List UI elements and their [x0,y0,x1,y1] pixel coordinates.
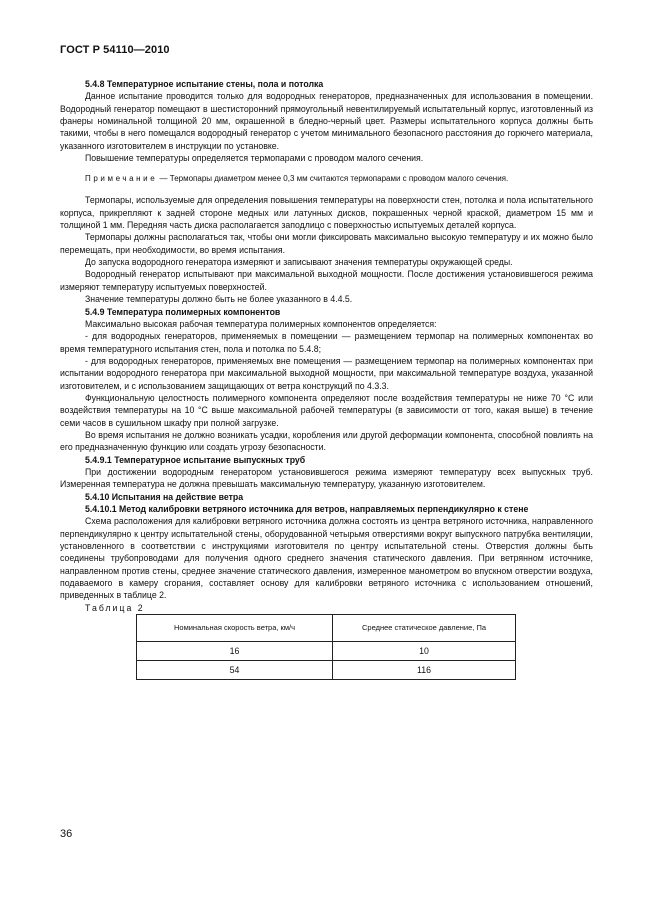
table-2 [136,614,516,680]
document-header: ГОСТ Р 54110—2010 [60,44,170,56]
paragraph: Схема расположения для калибровки ветряного источника должна состоять из центра ветряного источника, направленного перпендикулярно к центру испытательной стены, оборудованной четырьмя отверстиями вокруг выпускного патрубка вентиляции, установленного в соответствии с инструкциями изготовителя по центру испытательной стены. Отверстия должны быть соединены трубопроводами для получения одного среднего значения статического давления. При ветрянном источнике, направленном против стены, среднее значение статического давления, измеренное манометром во впускном отверстии воздуха, подаваемого в камеру сгорания, составляет основу для калибровки ветряного источника с использованием отношений, приведенных в таблице 2. [60,516,593,601]
cell-pressure: 116 [333,661,516,680]
paragraph: Водородный генератор испытывают при максимальной выходной мощности. После достижения установившегося режима измеряют температуру испытуемых поверхностей. [60,269,593,292]
section-5-4-9-1-heading: 5.4.9.1 Температурное испытание выпускных труб [85,454,306,465]
paragraph: Термопары, используемые для определения повышения температуры на поверхности стен, потолка и пола испытательного корпуса, прикрепляют к задней стороне медных или латунных дисков, покрашенных черной краской, диаметром 15 мм и толщиной 1 мм. Передняя часть диска располагается заподлицо с поверхностью испытуемых деталей корпуса. [60,195,593,231]
section-5-4-10-heading: 5.4.10 Испытания на действие ветра [85,491,244,502]
cell-speed: 54 [137,661,333,680]
table-header-row [137,615,516,642]
paragraph: Данное испытание проводится только для водородных генераторов, предназначенных для использования в помещении. Водородный генератор помещают в шестисторонний прямоугольный невентилируемый испытательный корпус, изготовленный из фанеры номинальной толщиной 20 мм, окрашенной в бледно-черный цвет. Размеры испытательного корпуса должны быть такими, чтобы в него помещался водородный генератор с учетом минимального безопасного расстояния до горючего материала, указанного изготовителем в инструкции по установке. [60,91,593,151]
section-5-4-8-heading: 5.4.8 Температурное испытание стены, пола и потолка [85,79,324,89]
paragraph: Функциональную целостность полимерного компонента определяют после воздействия температуры не ниже 70 °С или воздействия температуры на 10 °С выше максимальной рабочей температуры (в зависимости от того, какая выше) в течение семи часов в сушильном шкафу при полной загрузке. [60,392,593,428]
paragraph: Повышение температуры определяется термопарами с проводом малого сечения. [85,153,424,164]
note-text: — Термопары диаметром менее 0,3 мм считаются термопарами с проводом малого сечения. [157,174,509,184]
column-header-pressure: Среднее статическое давление, Па [333,615,516,642]
table-row [137,642,516,661]
cell-speed: 16 [137,642,333,661]
cell-pressure: 10 [333,642,516,661]
paragraph: Максимально высокая рабочая температура полимерных компонентов определяется: [85,318,437,329]
column-header-speed: Номинальная скорость ветра, км/ч [137,615,333,642]
note [60,173,593,185]
paragraph: Термопары должны располагаться так, чтобы они могли фиксировать максимально высокую температуру и их можно было перемещать, при необходимости, во время испытания. [60,232,593,255]
table-row [137,661,516,680]
page-content [60,78,593,680]
page-number: 36 [60,828,73,840]
paragraph: До запуска водородного генератора измеряют и записывают значения температуры окружающей среды. [85,257,513,268]
list-item: - для водородных генераторов, применяемых в помещении — размещением термопар на полимерных компонентах во время температурного испытания стен, пола и потолка по 5.4.8; [60,331,593,354]
paragraph: Во время испытания не должно возникать усадки, коробления или другой деформации компонента, способной повлиять на его предназначенную функцию или создать угрозу безопасности. [60,429,593,453]
paragraph: При достижении водородным генератором установившегося режима измеряют температуру всех выпускных труб. Измеренная температура не должна превышать максимальную температуру, указанную изготовителем. [60,466,593,490]
note-label: Примечание [85,174,158,184]
paragraph: Значение температуры должно быть не более указанного в 4.4.5. [85,294,353,305]
section-5-4-9-heading: 5.4.9 Температура полимерных компонентов [85,306,281,317]
list-item: - для водородных генераторов, применяемых вне помещения — размещением термопар на полимерных компонентах при испытании водородного генератора при максимальной выходной мощности, при максимальной температуре воздуха, указанной изготовителем, и с использованием защищающих от ветра конструкций по 4.3.3. [60,355,593,391]
section-5-4-10-1-heading: 5.4.10.1 Метод калибровки ветряного источника для ветров, направляемых перпендикулярно к стене [85,504,529,514]
table-caption: Таблица 2 [85,602,145,613]
